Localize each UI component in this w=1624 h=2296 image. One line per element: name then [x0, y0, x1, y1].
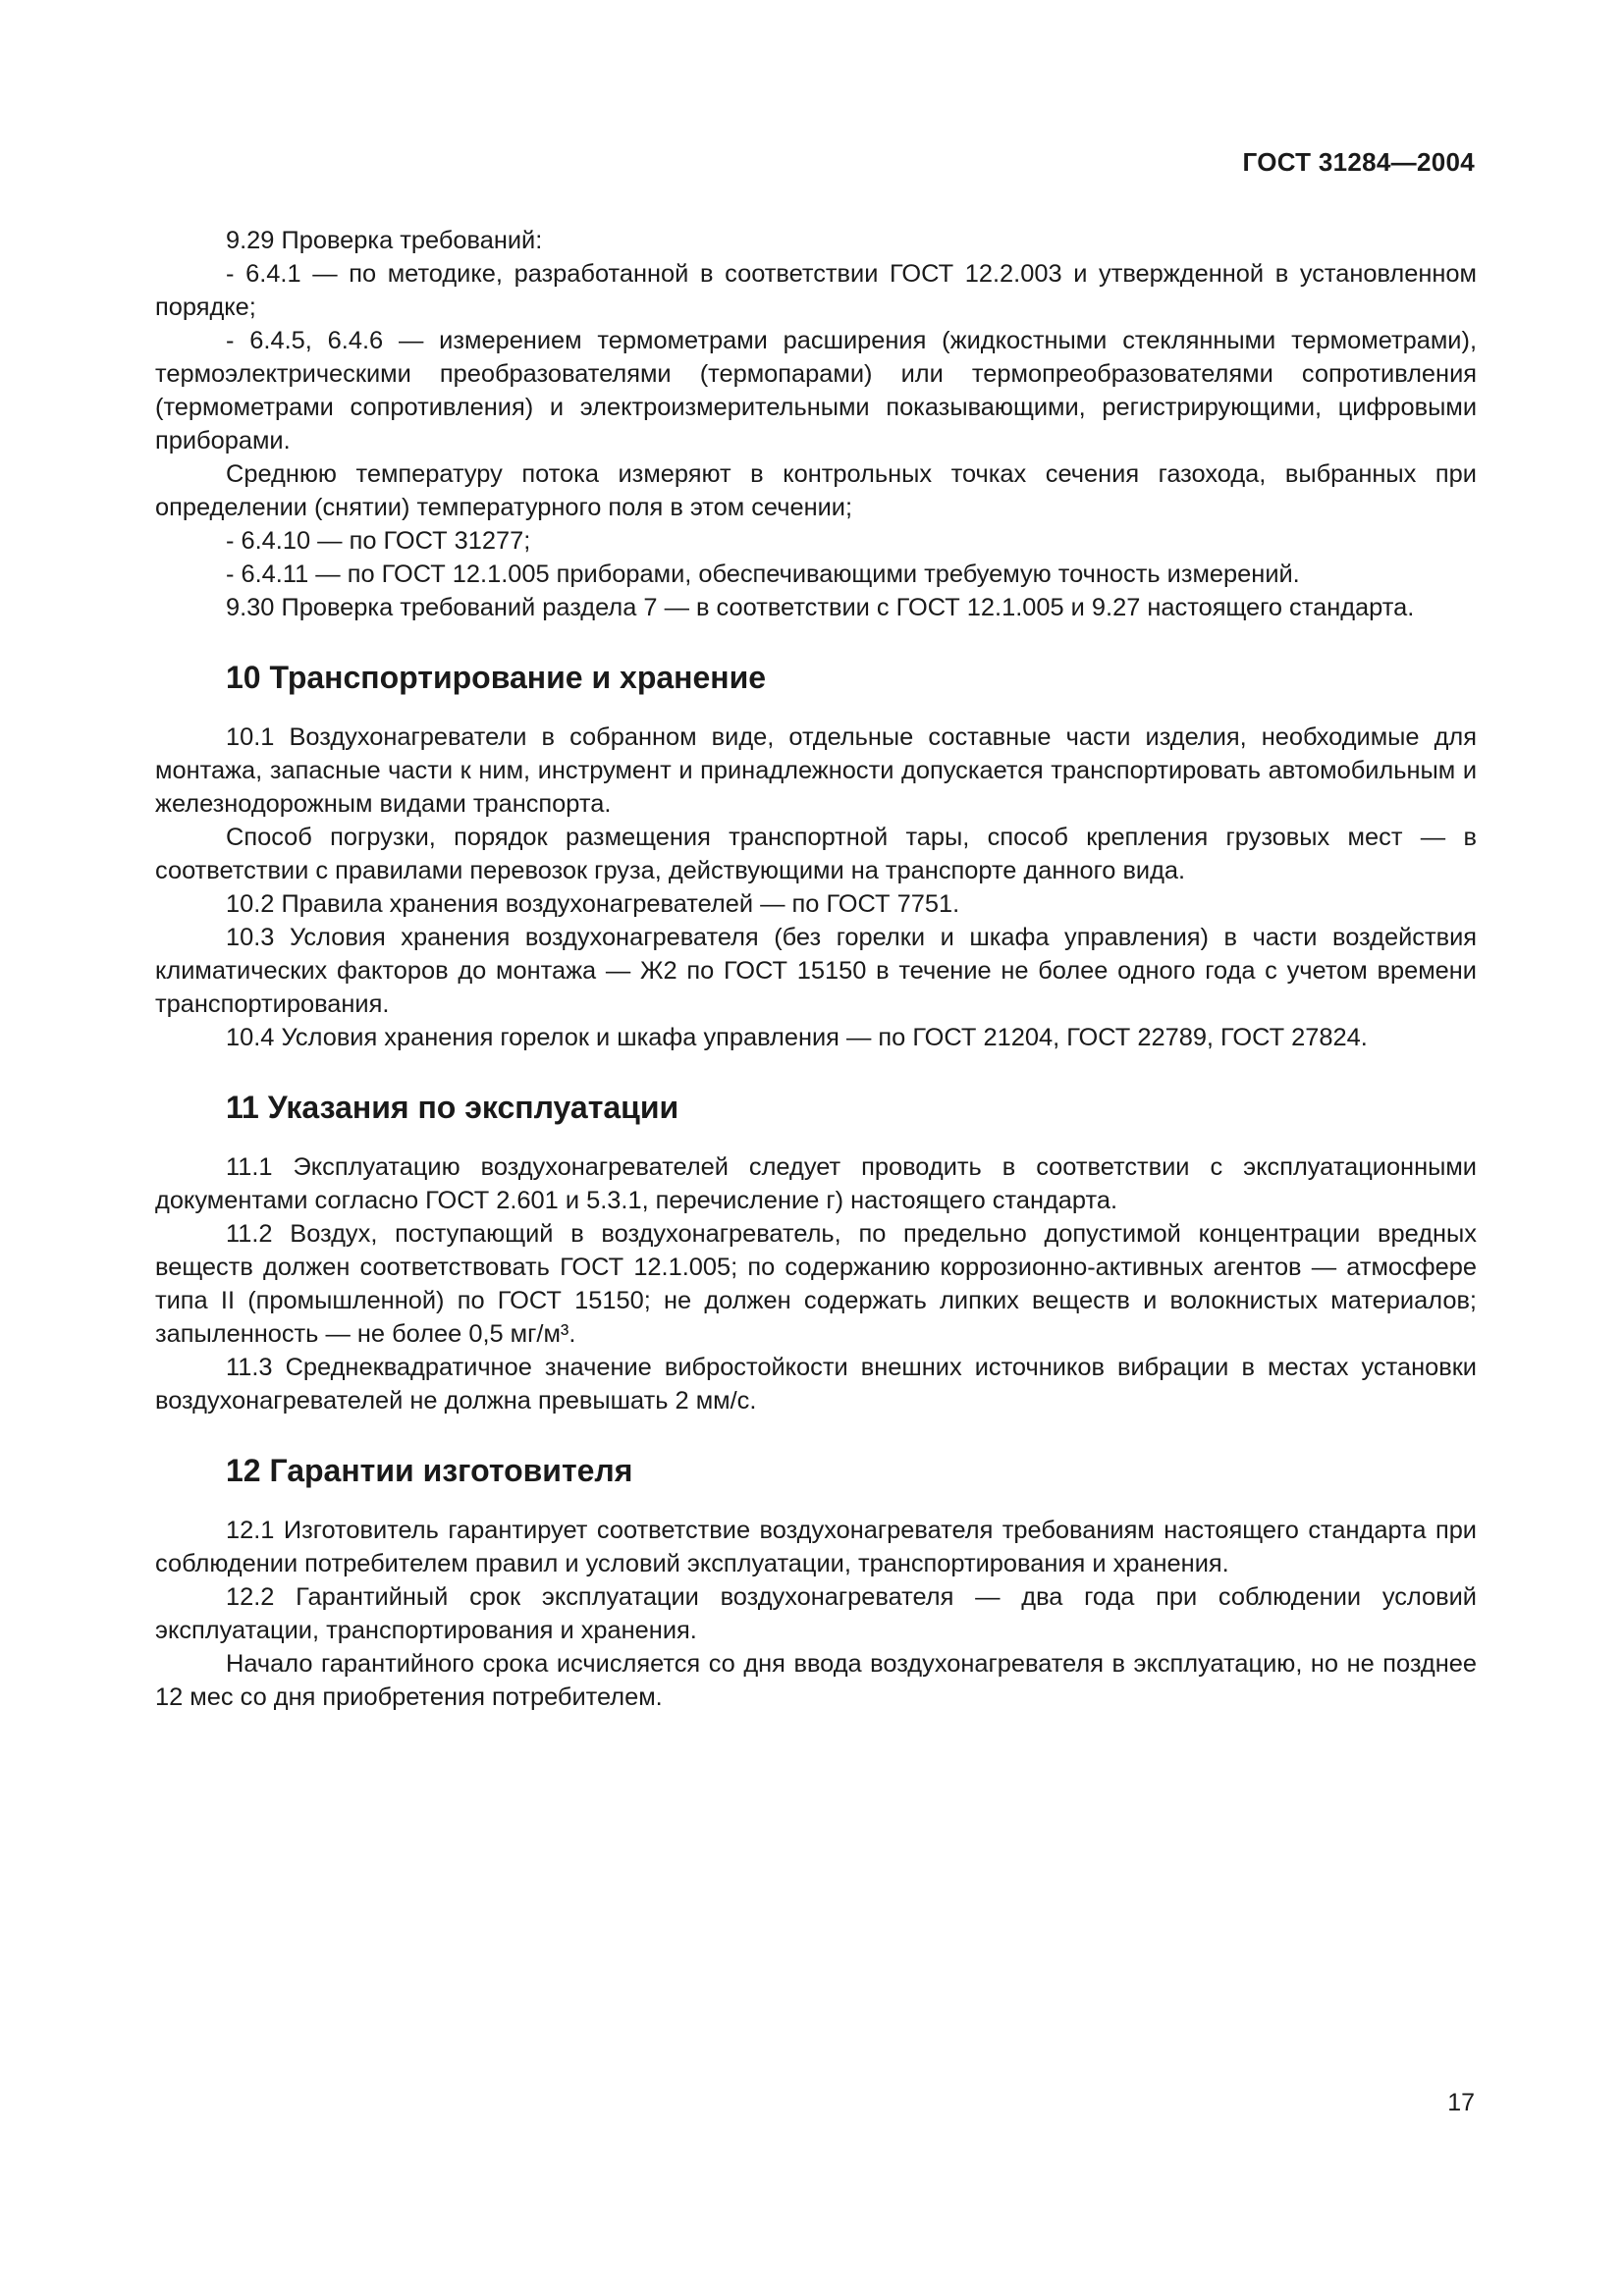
paragraph: Среднюю температуру потока измеряют в контрольных точках сечения газохода, выбранных при определении (снятии) температурного поля в этом сечении;	[155, 460, 1477, 521]
paragraph: 12.1 Изготовитель гарантирует соответствие воздухонагревателя требованиям настоящего стандарта при соблюдении потребителем правил и условий эксплуатации, транспортирования и хранения.	[155, 1517, 1477, 1577]
paragraph: 12.2 Гарантийный срок эксплуатации воздухонагревателя — два года при соблюдении условий эксплуатации, транспортирования и хранения.	[155, 1583, 1477, 1644]
paragraph: - 6.4.10 — по ГОСТ 31277;	[226, 527, 531, 555]
paragraph: 11.3 Среднеквадратичное значение вибростойкости внешних источников вибрации в местах установки воздухонагревателей не должна превышать 2 мм/с.	[155, 1354, 1477, 1415]
paragraph: - 6.4.1 — по методике, разработанной в соответствии ГОСТ 12.2.003 и утвержденной в установленном порядке;	[155, 260, 1477, 321]
document-body	[155, 224, 1477, 1714]
section-heading: 12 Гарантии изготовителя	[226, 1453, 633, 1488]
paragraph: 10.3 Условия хранения воздухонагревателя (без горелки и шкафа управления) в части воздействия климатических факторов до монтажа — Ж2 по ГОСТ 15150 в течение не более одного года с учетом времени транспортирования.	[155, 924, 1477, 1018]
paragraph: 11.1 Эксплуатацию воздухонагревателей следует проводить в соответствии с эксплуатационными документами согласно ГОСТ 2.601 и 5.3.1, перечисление г) настоящего стандарта.	[155, 1153, 1477, 1214]
paragraph: 11.2 Воздух, поступающий в воздухонагреватель, по предельно допустимой концентрации вредных веществ должен соответствовать ГОСТ 12.1.005; по содержанию коррозионно-активных агентов — атмосфере типа II (промышленной) по ГОСТ 15150; не должен содержать липких веществ и волокнистых материалов; запыленность — не более 0,5 мг/м³.	[155, 1220, 1477, 1348]
page-number: 17	[1447, 2089, 1475, 2116]
standard-header: ГОСТ 31284—2004	[1242, 147, 1475, 177]
paragraph: 10.2 Правила хранения воздухонагревателей — по ГОСТ 7751.	[226, 890, 960, 918]
paragraph: Начало гарантийного срока исчисляется со дня ввода воздухонагревателя в эксплуатацию, но не позднее 12 мес со дня приобретения потребителем.	[155, 1650, 1477, 1711]
paragraph: - 6.4.11 — по ГОСТ 12.1.005 приборами, обеспечивающими требуемую точность измерений.	[226, 561, 1300, 588]
paragraph: - 6.4.5, 6.4.6 — измерением термометрами расширения (жидкостными стеклянными термометрами), термоэлектрическими преобразователями (термопарами) или термопреобразователями сопротивления (термометрами сопротивления) и электроизмерительными показывающими, регистрирующими, цифровыми приборами.	[155, 327, 1477, 454]
paragraph: 9.29 Проверка требований:	[226, 227, 543, 254]
paragraph: 9.30 Проверка требований раздела 7 — в соответствии с ГОСТ 12.1.005 и 9.27 настоящего стандарта.	[226, 594, 1415, 621]
paragraph: 10.4 Условия хранения горелок и шкафа управления — по ГОСТ 21204, ГОСТ 22789, ГОСТ 27824.	[226, 1024, 1368, 1051]
section-heading: 10 Транспортирование и хранение	[226, 660, 767, 695]
section-heading: 11 Указания по эксплуатации	[226, 1090, 679, 1125]
paragraph: 10.1 Воздухонагреватели в собранном виде, отдельные составные части изделия, необходимые для монтажа, запасные части к ним, инструмент и принадлежности допускается транспортировать автомобильным и железнодорожным видами транспорта.	[155, 723, 1477, 818]
paragraph: Способ погрузки, порядок размещения транспортной тары, способ крепления грузовых мест — в соответствии с правилами перевозок груза, действующими на транспорте данного вида.	[155, 824, 1477, 884]
